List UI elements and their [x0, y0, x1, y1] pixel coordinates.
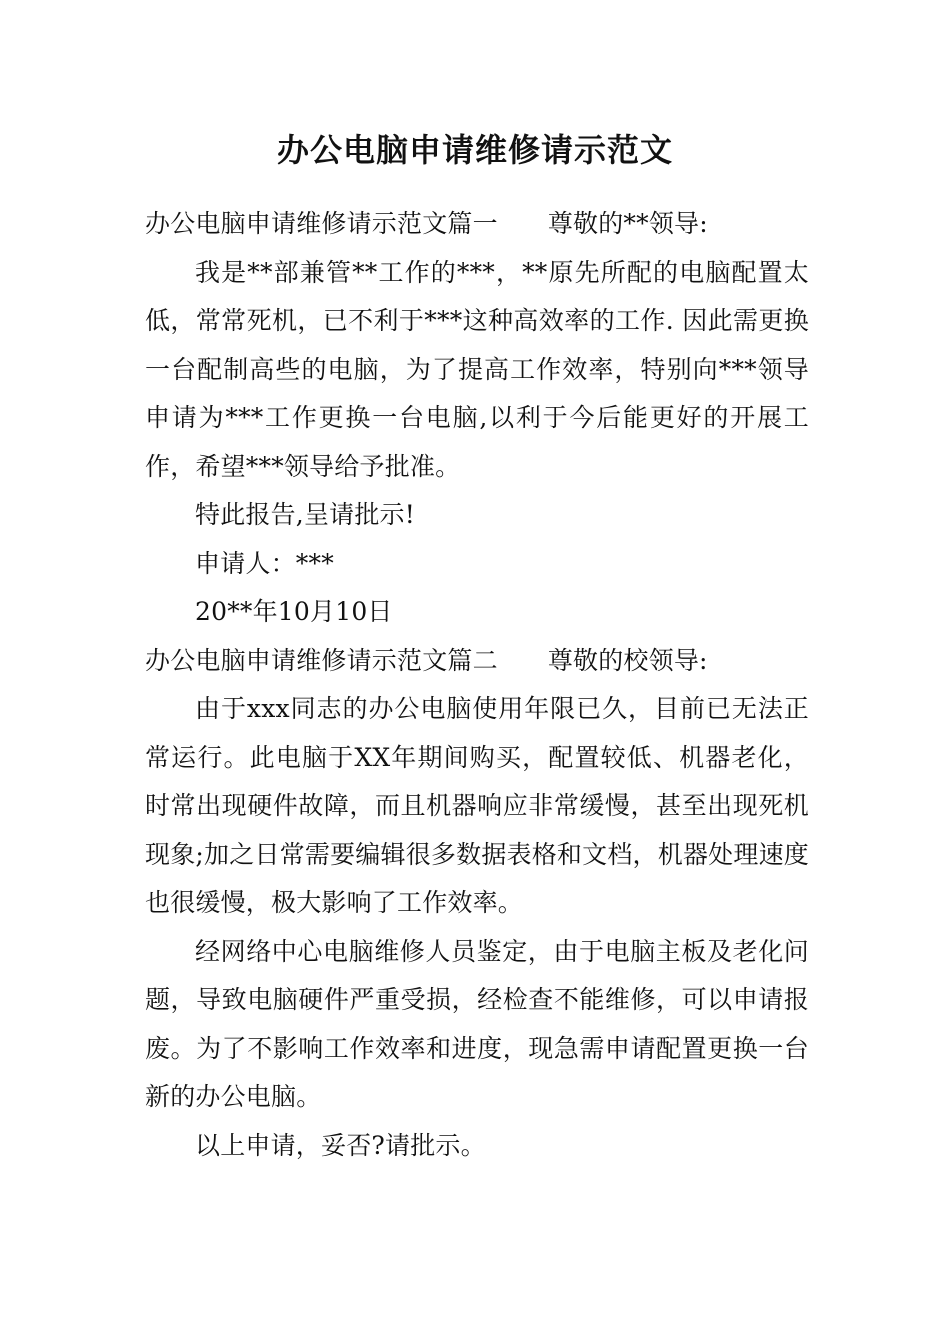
section1-salutation: 尊敬的**领导:	[547, 209, 708, 238]
section2-heading-line	[145, 637, 809, 686]
section2-heading: 办公电脑申请维修请示范文篇二	[145, 645, 498, 675]
document-title: 办公电脑申请维修请示范文	[276, 131, 673, 169]
section1-heading: 办公电脑申请维修请示范文篇一	[145, 209, 498, 238]
section2-closing: 以上申请，妥否?请批示。	[195, 1130, 486, 1160]
section1-date: 20**年10月10日	[195, 597, 393, 626]
section1-closing: 特此报告,呈请批示!	[195, 500, 415, 529]
document-body	[145, 200, 809, 1170]
section2-paragraph-2: 经网络中心电脑维修人员鉴定，由于电脑主板及老化问题，导致电脑硬件严重受损，经检查不能维修，可以申请报废。为了不影响工作效率和进度，现急需申请配置更换一台新的办公电脑。	[145, 936, 809, 1111]
section1-applicant: 申请人：***	[195, 548, 334, 578]
section2-salutation: 尊敬的校领导:	[547, 645, 708, 675]
section1-paragraph: 我是**部兼管**工作的***，**原先所配的电脑配置太低，常常死机，已不利于***这种高效率的工作. 因此需更换一台配制高些的电脑，为了提高工作效率，特别向***领导申请为***工作更换一台电脑,以利于今后能更好的开展工作，希望***领导给予批准。	[145, 257, 809, 481]
section2-paragraph-1: 由于xxx同志的办公电脑使用年限已久，目前已无法正常运行。此电脑于XX年期间购买，配置较低、机器老化，时常出现硬件故障，而且机器响应非常缓慢，甚至出现死机现象;加之日常需要编辑很多数据表格和文档，机器处理速度也很缓慢，极大影响了工作效率。	[145, 694, 809, 917]
section1-heading-line	[145, 200, 809, 249]
